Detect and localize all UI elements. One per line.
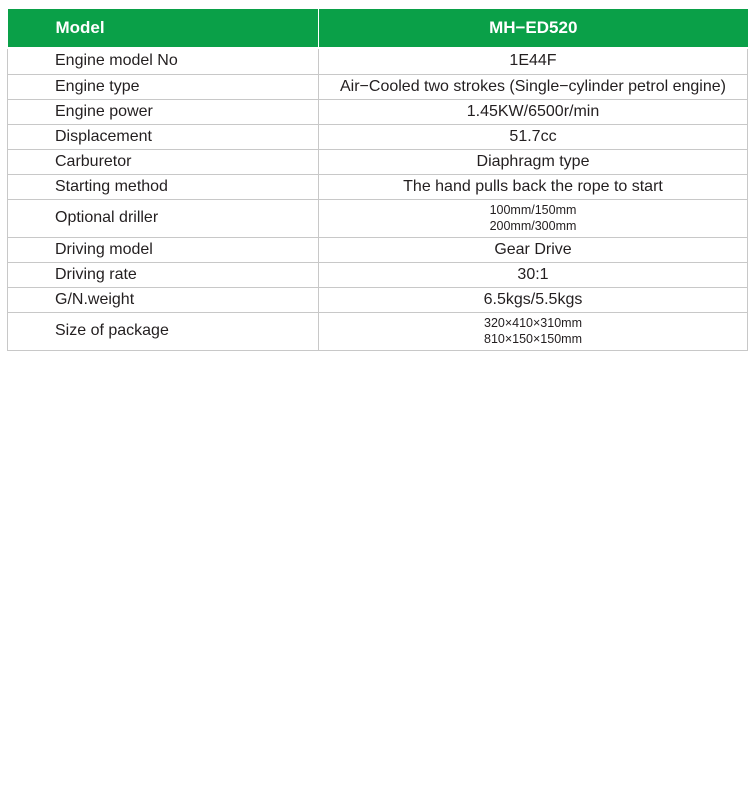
package-size-line-1: 320×410×310mm [484,316,582,330]
row-label-engine-model: Engine model No [8,48,319,74]
row-label-optional-driller: Optional driller [8,199,319,237]
table-row [8,312,748,350]
row-value-carburetor: Diaphragm type [319,149,748,174]
package-size-line-2: 810×150×150mm [484,332,582,346]
row-value-package-size [319,312,748,350]
row-value-engine-type: Air−Cooled two strokes (Single−cylinder petrol engine) [319,74,748,99]
row-label-carburetor: Carburetor [8,149,319,174]
table-row [8,287,748,312]
table-header-row [8,9,748,48]
row-label-displacement: Displacement [8,124,319,149]
header-model-value: MH−ED520 [319,9,748,48]
table-row [8,237,748,262]
row-label-package-size: Size of package [8,312,319,350]
row-label-engine-power: Engine power [8,99,319,124]
table-row [8,262,748,287]
row-value-engine-power: 1.45KW/6500r/min [319,99,748,124]
optional-driller-line-2: 200mm/300mm [489,219,577,233]
table-row [8,199,748,237]
row-label-engine-type: Engine type [8,74,319,99]
row-value-weight: 6.5kgs/5.5kgs [319,287,748,312]
row-value-optional-driller [319,199,748,237]
table-row [8,124,748,149]
row-label-driving-model: Driving model [8,237,319,262]
row-value-driving-rate: 30:1 [319,262,748,287]
row-label-starting-method: Starting method [8,174,319,199]
header-model-label: Model [8,9,319,48]
table-row [8,174,748,199]
row-label-driving-rate: Driving rate [8,262,319,287]
row-value-engine-model: 1E44F [319,48,748,74]
table-row [8,48,748,74]
table-row [8,99,748,124]
table-row [8,149,748,174]
row-value-driving-model: Gear Drive [319,237,748,262]
optional-driller-line-1: 100mm/150mm [489,203,577,217]
row-value-starting-method: The hand pulls back the rope to start [319,174,748,199]
row-value-displacement: 51.7cc [319,124,748,149]
table-row [8,74,748,99]
spec-table [7,9,748,351]
row-label-weight: G/N.weight [8,287,319,312]
